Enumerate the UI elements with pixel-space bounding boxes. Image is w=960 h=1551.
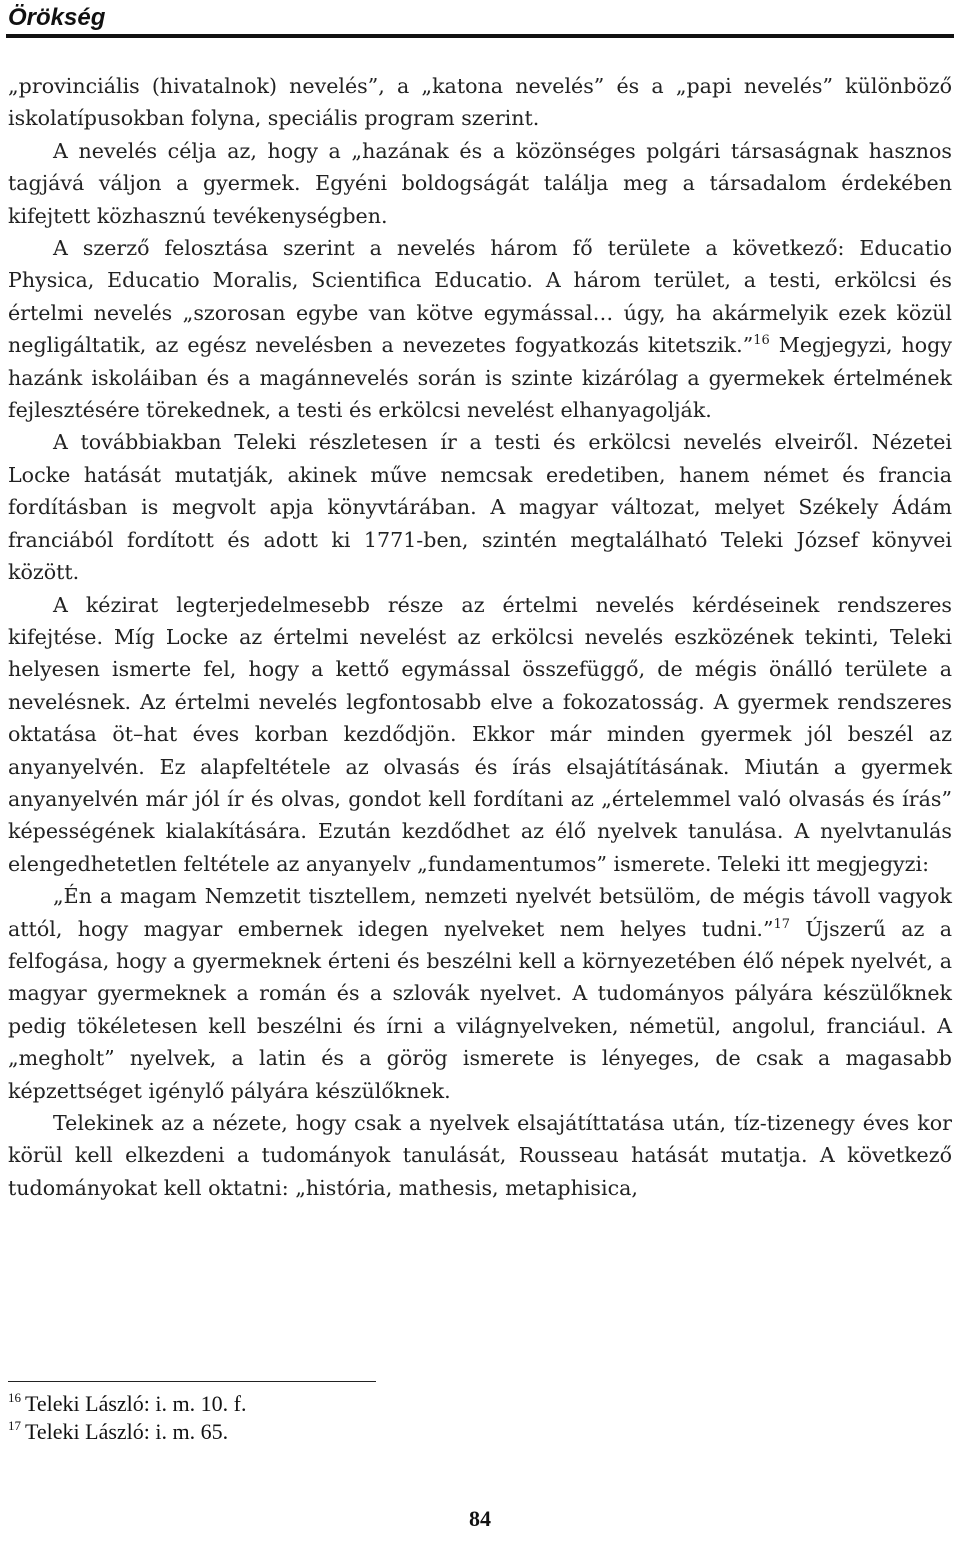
paragraph-2: A nevelés célja az, hogy a „hazának és a közönséges polgári társaságnak hasznos tagjává váljon a gyermek. Egyéni boldogságát találja meg a társadalom érdekében kifejtett közhasznú tevékenységben. bbox=[8, 138, 952, 228]
paragraph-6-text-b: Újszerű az a felfogása, hogy a gyermeknek érteni és beszélni kell a környezetében élő népek nyelvét, a magyar gyermeknek a román és a szlovák nyelvet. A tudományos pályára készülőknek pedig tökéletesen kell beszélni és írni a világnyelveken, németül, angolul, franciául. A „megholt” nyelvek, a latin és a görög ismerete is lényeges, de csak a magasabb képzettséget igénylő pályára készülőknek. bbox=[8, 916, 953, 1103]
paragraph-6-quote bbox=[8, 880, 952, 1107]
paragraph-5: A kézirat legterjedelmesebb része az értelmi nevelés kérdéseinek rendszeres kifejtése. Míg Locke az értelmi nevelést az erkölcsi nevelés eszközének tekinti, Teleki helyesen ismerte fel, hogy a kettő egymással összefüggő, de mégis önálló területe a nevelésnek. Az értelmi nevelés legfontosabb elve a fokozatosság. A gyermek rendszeres oktatása öt–hat éves korban kezdődjön. Ekkor már minden gyermek jól beszél az anyanyelvén. Ez alapfeltétele az olvasás és írás elsajátításának. Miután a gyermek anyanyelvén már jól ír és olvas, gondot kell fordítani az „értelemmel való olvasás és írás” képességének kialakítására. Ezután kezdődhet az élő nyelvek tanulása. A nyelvtanulás elengedhetetlen feltétele az anyanyelv „fundamentumos” ismerete. Teleki itt megjegyzi: bbox=[8, 592, 952, 876]
paragraph-1: „provinciális (hivatalnok) nevelés”, a „katona nevelés” és a „papi nevelés” különböző iskolatípusokban folyna, speciális program szerint. bbox=[8, 74, 952, 131]
footnote-text: Teleki László: i. m. 65. bbox=[25, 1419, 229, 1444]
paragraph-6-text-a: „Én a magam Nemzetit tisztellem, nemzeti nyelvét betsülöm, de mégis távoll vagyok attól, hogy magyar embernek idegen nyelveket nem helyes tudni.” bbox=[8, 884, 952, 941]
paragraph-4: A továbbiakban Teleki részletesen ír a testi és erkölcsi nevelés elveiről. Nézetei Locke hatását mutatják, akinek műve nemcsak eredetiben, hanem német és francia fordításban is megvolt apja könyvtárában. A magyar változat, melyet Székely Ádám franciából fordított és adott ki 1771-ben, szintén megtalálható Teleki József könyvei között. bbox=[8, 430, 952, 585]
header-rule bbox=[6, 34, 954, 38]
footnotes bbox=[8, 1390, 246, 1446]
footnote-16 bbox=[8, 1390, 246, 1418]
page-number: 84 bbox=[469, 1506, 491, 1531]
footnote-number: 16 bbox=[8, 1390, 21, 1405]
footnote-separator bbox=[8, 1381, 376, 1382]
paragraph-3-text-a: A szerző felosztása szerint a nevelés három fő területe a következő: Educatio Physica, Educatio Moralis, Scientifica Educatio. A három terület, a testi, erkölcsi és értelmi nevelés „szorosan egybe van kötve egymással… úgy, ha akármelyik ezek közül negligáltatik, az egész nevelésben a nevezetes fogyatkozás kitetszik.” bbox=[8, 236, 952, 358]
paragraph-3 bbox=[8, 232, 952, 426]
footnote-number: 17 bbox=[8, 1418, 21, 1433]
paragraph-7: Telekinek az a nézete, hogy csak a nyelvek elsajátíttatása után, tíz-tizenegy éves kor körül kell elkezdeni a tudományok tanulását, Rousseau hatását mutatja. A következő tudományokat kell oktatni: „história, mathesis, metaphisica, bbox=[8, 1111, 952, 1200]
footnote-text: Teleki László: i. m. 10. f. bbox=[25, 1391, 247, 1416]
body-text bbox=[8, 70, 952, 1204]
footnote-reference-17: 17 bbox=[773, 916, 791, 932]
footnote-reference-16: 16 bbox=[753, 333, 770, 349]
footnote-17 bbox=[8, 1418, 246, 1446]
paragraph-3-text-b: Megjegyzi, hogy hazánk iskoláiban és a magánnevelés során is szinte kizárólag a gyermekek értelmének fejlesztésére törekednek, a testi és erkölcsi nevelést elhanyagolják. bbox=[8, 333, 952, 423]
running-header-title: Örökség bbox=[8, 4, 106, 31]
